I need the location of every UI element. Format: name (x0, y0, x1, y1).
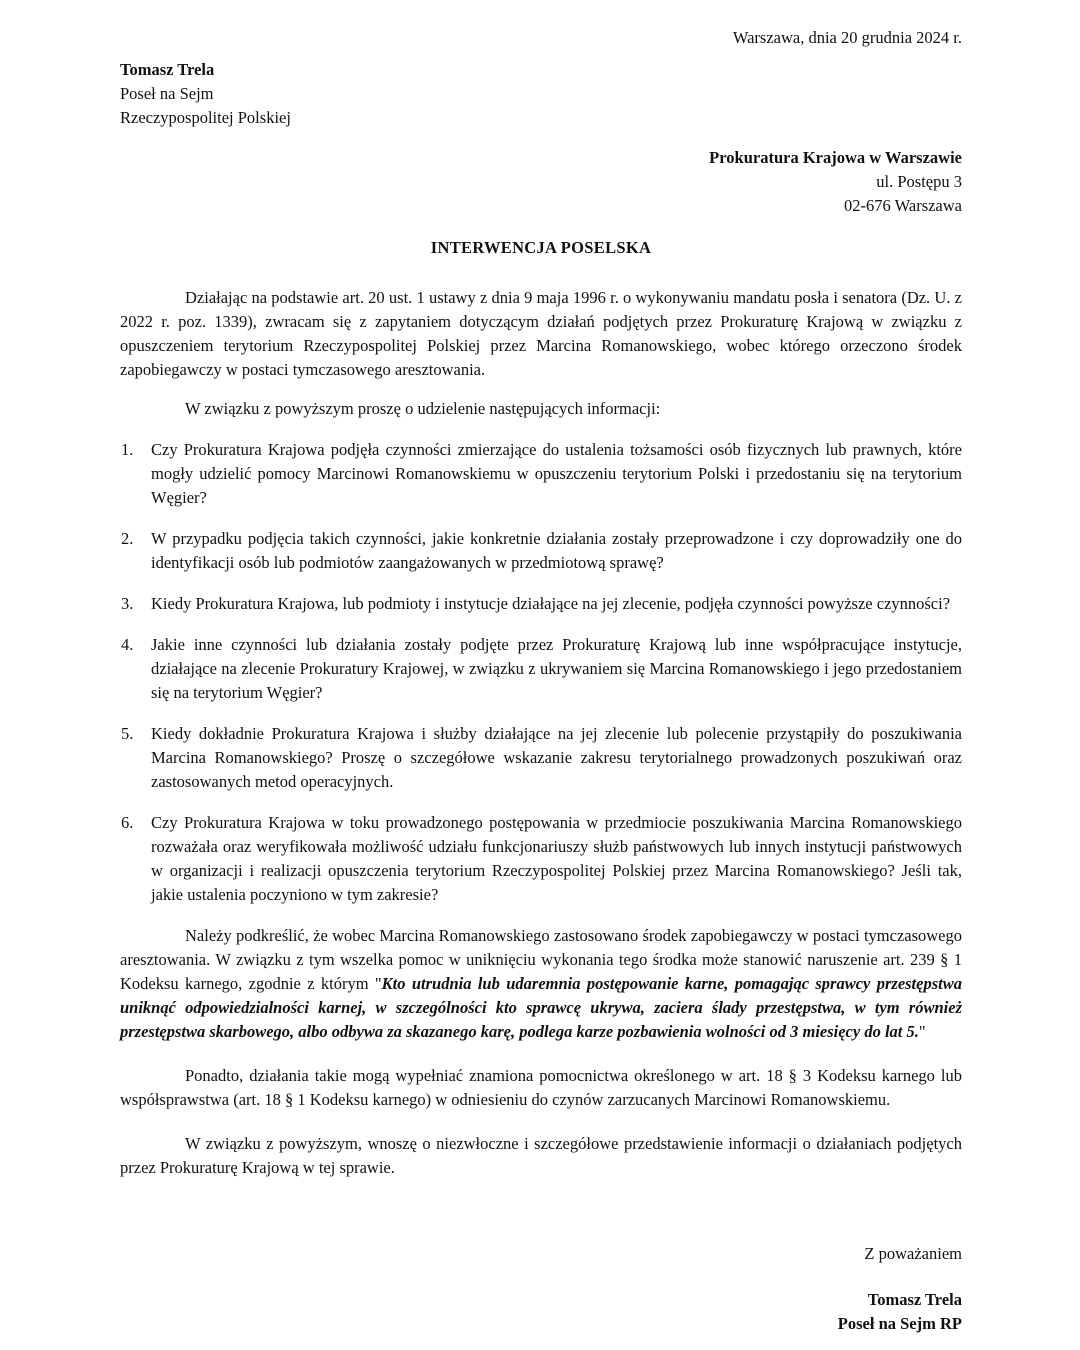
question-number: 1. (121, 440, 134, 459)
question-text: Kiedy dokładnie Prokuratura Krajowa i służby działające na jej zlecenie lub polecenie przystąpiły do poszukiwania Marcina Romanowskiego? Proszę o szczegółowe wskazanie zakresu terytorialnego prowadzonych poszukiwań oraz zastosowanych metod operacyjnych. (151, 724, 962, 791)
question-item-6 (120, 811, 962, 907)
recipient-name: Prokuratura Krajowa w Warszawie (709, 148, 962, 167)
sender-role: Poseł na Sejm (120, 84, 214, 103)
closing-paragraph: W związku z powyższym, wnoszę o niezwłoczne i szczegółowe przedstawienie informacji o działaniach podjętych przez Prokuraturę Krajową w tej sprawie. (120, 1134, 962, 1177)
recipient-city: 02-676 Warszawa (844, 196, 962, 215)
question-item-4 (120, 633, 962, 705)
legal-text-after-quote: " (918, 1022, 926, 1041)
legal-text-before-quote: Należy podkreślić, że wobec Marcina Romanowskiego zastosowano środek zapobiegawczy w postaci tymczasowego aresztowania. W związku z tym wszelka pomoc w uniknięciu wykonania tego środka może stanowić naruszenie art. 239 § 1 Kodeksu karnego, zgodnie z którym " (120, 926, 962, 993)
question-number: 6. (121, 813, 134, 832)
question-number: 3. (121, 594, 134, 613)
signature-name: Tomasz Trela (867, 1290, 962, 1309)
question-number: 4. (121, 635, 134, 654)
valediction: Z poważaniem (864, 1244, 962, 1263)
question-number: 5. (121, 724, 134, 743)
signature-block (120, 1288, 962, 1336)
request-line: W związku z powyższym proszę o udzielenie następujących informacji: (185, 399, 661, 418)
recipient-block (120, 146, 962, 218)
sender-name: Tomasz Trela (120, 60, 215, 79)
aiding-paragraph: Ponadto, działania takie mogą wypełniać znamiona pomocnictwa określonego w art. 18 § 3 Kodeksu karnego lub współsprawstwa (art. 18 § 1 Kodeksu karnego) w odniesieniu do czynów zarzucanych Marcinowi Romanowskiemu. (120, 1066, 962, 1109)
question-text: Czy Prokuratura Krajowa w toku prowadzonego postępowania w przedmiocie poszukiwania Marcina Romanowskiego rozważała oraz weryfikowała możliwość udziału funkcjonariuszy służb państwowych lub innych instytucji państwowych w organizacji i realizacji opuszczenia terytorium Rzeczypospolitej Polskiej przez Marcina Romanowskiego? Jeśli tak, jakie ustalenia poczyniono w tym zakresie? (151, 813, 962, 904)
date-line: Warszawa, dnia 20 grudnia 2024 r. (732, 28, 962, 47)
legal-paragraph (120, 924, 962, 1044)
intro-paragraph: Działając na podstawie art. 20 ust. 1 ustawy z dnia 9 maja 1996 r. o wykonywaniu mandatu posła i senatora (Dz. U. z 2022 r. poz. 1339), zwracam się z zapytaniem dotyczącym działań podjętych przez Prokuraturę Krajową w związku z opuszczeniem terytorium Rzeczypospolitej Polskiej przez Marcina Romanowskiego, wobec którego orzeczono środek zapobiegawczy w postaci tymczasowego aresztowania. (120, 288, 962, 379)
question-text: W przypadku podjęcia takich czynności, jakie konkretnie działania zostały przeprowadzone i czy doprowadziły one do identyfikacji osób lub podmiotów zaangażowanych w przedmiotową sprawę? (151, 529, 962, 572)
signature-title: Poseł na Sejm RP (837, 1314, 962, 1333)
sender-country: Rzeczypospolitej Polskiej (120, 108, 291, 127)
sender-block (120, 58, 962, 130)
question-text: Czy Prokuratura Krajowa podjęła czynności zmierzające do ustalenia tożsamości osób fizycznych lub prawnych, które mogły udzielić pomocy Marcinowi Romanowskiemu w opuszczeniu terytorium Polski i przedostaniu się na terytorium Węgier? (151, 440, 962, 507)
questions-list (120, 438, 962, 907)
document-title: INTERWENCJA POSELSKA (430, 238, 652, 257)
question-number: 2. (121, 529, 134, 548)
question-item-2 (120, 527, 962, 575)
recipient-street: ul. Postępu 3 (876, 172, 962, 191)
question-text: Kiedy Prokuratura Krajowa, lub podmioty i instytucje działające na jej zlecenie, podjęła czynności powyższe czynności? (151, 594, 951, 613)
question-text: Jakie inne czynności lub działania zostały podjęte przez Prokuraturę Krajową lub inne współpracujące instytucje, działające na zlecenie Prokuratury Krajowej, w związku z ukrywaniem się Marcina Romanowskiego i jego przedostaniem się na terytorium Węgier? (151, 635, 962, 702)
question-item-3 (120, 592, 962, 616)
question-item-5 (120, 722, 962, 794)
legal-quote: Kto utrudnia lub udaremnia postępowanie karne, pomagając sprawcy przestępstwa uniknąć odpowiedzialności karnej, w szczególności kto sprawcę ukrywa, zaciera ślady przestępstwa, w tym również przestępstwa skarbowego, albo odbywa za skazanego karę, podlega karze pozbawienia wolności od 3 miesięcy do lat 5. (120, 974, 962, 1041)
question-item-1 (120, 438, 962, 510)
